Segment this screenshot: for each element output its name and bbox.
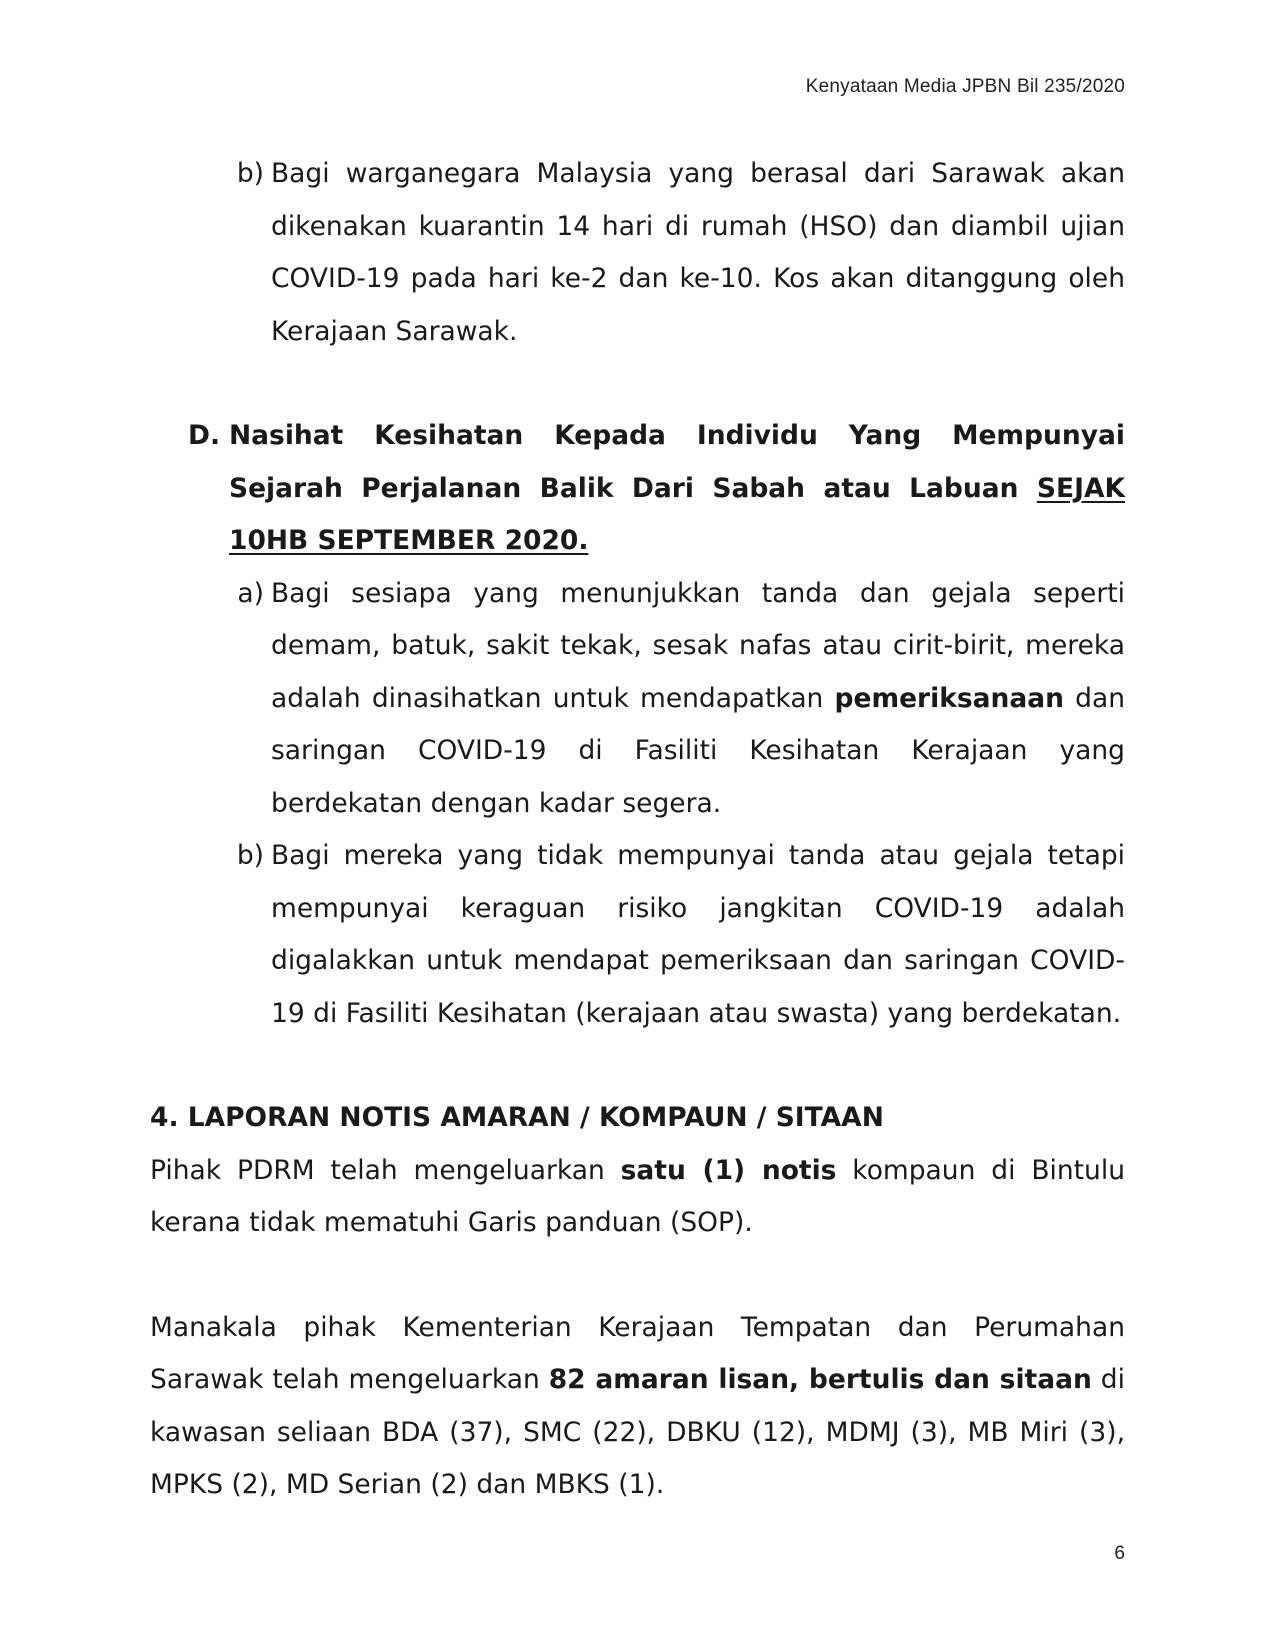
list-marker: b) <box>236 840 264 871</box>
para-text-before: Manakala pihak Kementerian Kerajaan Tempatan dan Perumahan Sarawak telah mengeluarkan <box>150 1311 1125 1395</box>
list-item-text <box>271 568 1125 831</box>
item-text-after: dan saringan COVID-19 di Fasiliti Kesihatan Kerajaan yang berdekatan dengan kadar segera. <box>271 682 1125 819</box>
list-item-text: Bagi mereka yang tidak mempunyai tanda atau gejala tetapi mempunyai keraguan risiko jangkitan COVID-19 adalah digalakkan untuk mendapat pemeriksaan dan saringan COVID-19 di Fasiliti Kesihatan (kerajaan atau swasta) yang berdekatan. <box>271 840 1125 1029</box>
section-d-item-a <box>229 568 1125 831</box>
section-d-heading <box>188 410 1125 568</box>
list-item-text: Bagi warganegara Malaysia yang berasal dari Sarawak akan dikenakan kuarantin 14 hari di rumah (HSO) dan diambil ujian COVID-19 pada hari ke-2 dan ke-10. Kos akan ditanggung oleh Kerajaan Sarawak. <box>271 158 1125 347</box>
section-c-item-b <box>229 148 1125 358</box>
list-marker: b) <box>236 158 264 189</box>
item-text-bold: pemeriksanaan <box>834 682 1064 714</box>
para-text-after: di kawasan seliaan BDA (37), SMC (22), DBKU (12), MDMJ (3), MB Miri (3), MPKS (2), MD Serian (2) dan MBKS (1). <box>150 1364 1125 1500</box>
para-text-bold: satu (1) notis <box>620 1154 837 1186</box>
section-title-text: Nasihat Kesihatan Kepada Individu Yang Mempunyai Sejarah Perjalanan Balik Dari Sabah atau Labuan <box>229 420 1125 504</box>
document-body <box>150 148 1125 1512</box>
section-d-item-b <box>229 830 1125 1040</box>
spacer <box>150 1040 1125 1092</box>
para-text-after: kompaun di Bintulu kerana tidak mematuhi Garis panduan (SOP). <box>150 1154 1125 1238</box>
para-text-before: Pihak PDRM telah mengeluarkan <box>150 1154 621 1186</box>
para-text-bold: 82 amaran lisan, bertulis dan sitaan <box>548 1364 1092 1395</box>
section-marker: D. <box>188 420 221 451</box>
section-4-paragraph-2 <box>150 1302 1125 1512</box>
item-text-before: Bagi sesiapa yang menunjukkan tanda dan gejala seperti demam, batuk, sakit tekak, sesak nafas atau cirit-birit, mereka adalah dinasihatkan untuk mendapatkan <box>271 577 1125 714</box>
list-marker: a) <box>237 577 264 609</box>
spacer <box>150 358 1125 410</box>
spacer <box>150 1250 1125 1302</box>
section-4-paragraph-1 <box>150 1145 1125 1250</box>
page-number: 6 <box>1114 1543 1125 1564</box>
section-title-date: SEJAK 10HB SEPTEMBER 2020. <box>229 472 1125 556</box>
document-reference-header: Kenyataan Media JPBN Bil 235/2020 <box>805 76 1125 97</box>
section-4-title: 4. LAPORAN NOTIS AMARAN / KOMPAUN / SITAAN <box>150 1102 884 1133</box>
section-title <box>229 410 1125 568</box>
